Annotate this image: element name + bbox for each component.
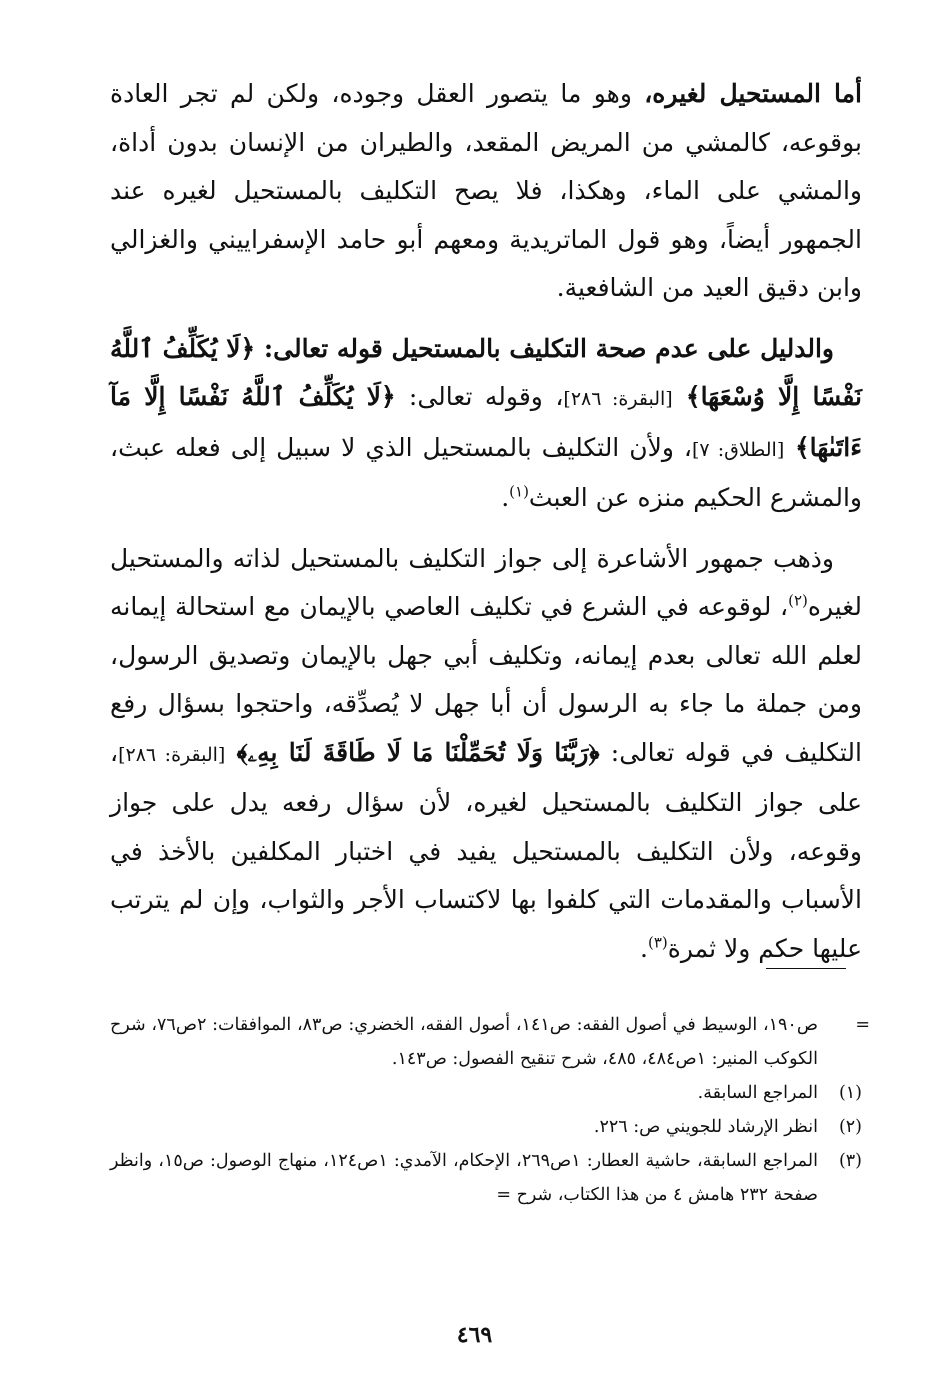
page-number: ٤٦٩ [456,1322,493,1348]
footnotes [110,1008,870,1212]
footnote-ref-1: (١) [509,482,529,501]
continuation-mark: = [855,1015,870,1035]
footnote-2 [110,1110,862,1144]
footnote-continuation-text: ص١٩٠، الوسيط في أصول الفقه: ص١٤١، أصول الفقه، الخضري: ص٨٣، الموافقات: ٢ص٧٦، شرح الكوكب المنير: ١ص٤٨٤، ٤٨٥، شرح تنقيح الفصول: ص١٤٣. [110,1015,818,1069]
quran-verse-2: ﴿لَا يُكَلِّفُ ٱللَّهُ نَفْسًا إِلَّا مَآ ءَاتَىٰهَا﴾ [110,382,862,462]
verse-ref-1: [البقرة: ٢٨٦] [563,388,673,410]
paragraph-2-lead: والدليل على عدم صحة التكليف بالمستحيل قوله تعالى: [263,333,834,363]
footnote-1-text: المراجع السابقة. [697,1083,818,1103]
footnote-ref-3: (٣) [647,933,668,952]
paragraph-2-mid: ، وقوله تعالى: [408,382,564,411]
footnote-1 [110,1076,862,1110]
paragraph-2-end: . [501,483,510,512]
paragraph-3 [110,535,862,974]
paragraph-3-text-3: ، على جواز التكليف بالمستحيل لغيره، لأن سؤال رفعه يدل على جواز وقوعه، ولأن التكليف بالمستحيل يفيد في اختبار المكلفين بالأخذ في الأسباب والمقدمات التي كلفوا بها لاكتساب الأجر والثواب، وإن لم يترتب عليها حكم ولا ثمرة [110,737,862,963]
main-text [110,70,862,985]
paragraph-3-text-1: وذهب جمهور الأشاعرة إلى جواز التكليف بالمستحيل لذاته والمستحيل لغيره [110,543,862,621]
footnote-ref-2: (٢) [788,591,808,610]
paragraph-1-text: وهو ما يتصور العقل وجوده، ولكن لم تجر العادة بوقوعه، كالمشي من المريض المقعد، والطيران من الإنسان بدون أداة، والمشي على الماء، وهكذا، فلا يصح التكليف بالمستحيل لغيره عند الجمهور أيضاً، وهو قول الماتريدية ومعهم أبو حامد الإسفراييني والغزالي وابن دقيق العيد من الشافعية. [110,79,862,302]
paragraph-1-lead: أما المستحيل لغيره، [644,79,862,108]
footnote-continuation [110,1008,870,1076]
paragraph-2 [110,325,862,523]
verse-ref-3: [البقرة: ٢٨٦] [118,743,226,766]
footnote-2-number: (٢) [838,1117,862,1137]
verse-ref-2: [الطلاق: ٧] [691,438,785,461]
footnote-3 [110,1144,862,1212]
quran-verse-3: ﴿رَبَّنَا وَلَا تُحَمِّلْنَا مَا لَا طَاقَةَ لَنَا بِهِۦ﴾ [225,737,611,767]
footnote-3-text: المراجع السابقة، حاشية العطار: ١ص٢٦٩، الإحكام، الآمدي: ١ص١٢٤، منهاج الوصول: ص١٥، وانظر صفحة ٢٣٢ هامش ٤ من هذا الكتاب، شرح = [110,1151,818,1205]
paragraph-1 [110,70,862,313]
paragraph-2-text: ، ولأن التكليف بالمستحيل الذي لا سبيل إلى فعله عبث، والمشرع الحكيم منزه عن العبث [110,432,862,512]
paragraph-3-text-2: ، لوقوعه في الشرع في تكليف العاصي بالإيمان مع استحالة إيمانه لعلم الله تعالى بعدم إيمانه، وتكليف أبي جهل بالإيمان وتصديق الرسول، ومن جملة ما جاء به الرسول أن أبا جهل لا يُصدِّقه، واحتجوا بسؤال رفع التكليف في قوله تعالى: [110,592,862,767]
footnote-1-number: (١) [838,1083,862,1103]
footnote-2-text: انظر الإرشاد للجويني ص: ٢٢٦. [593,1117,818,1137]
footnote-separator [766,968,846,969]
footnote-3-number: (٣) [838,1151,862,1171]
paragraph-3-end: . [640,933,648,963]
quran-verse-1: ﴿لَا يُكَلِّفُ ٱللَّهُ نَفْسًا إِلَّا وُسْعَهَا﴾ [110,333,862,411]
